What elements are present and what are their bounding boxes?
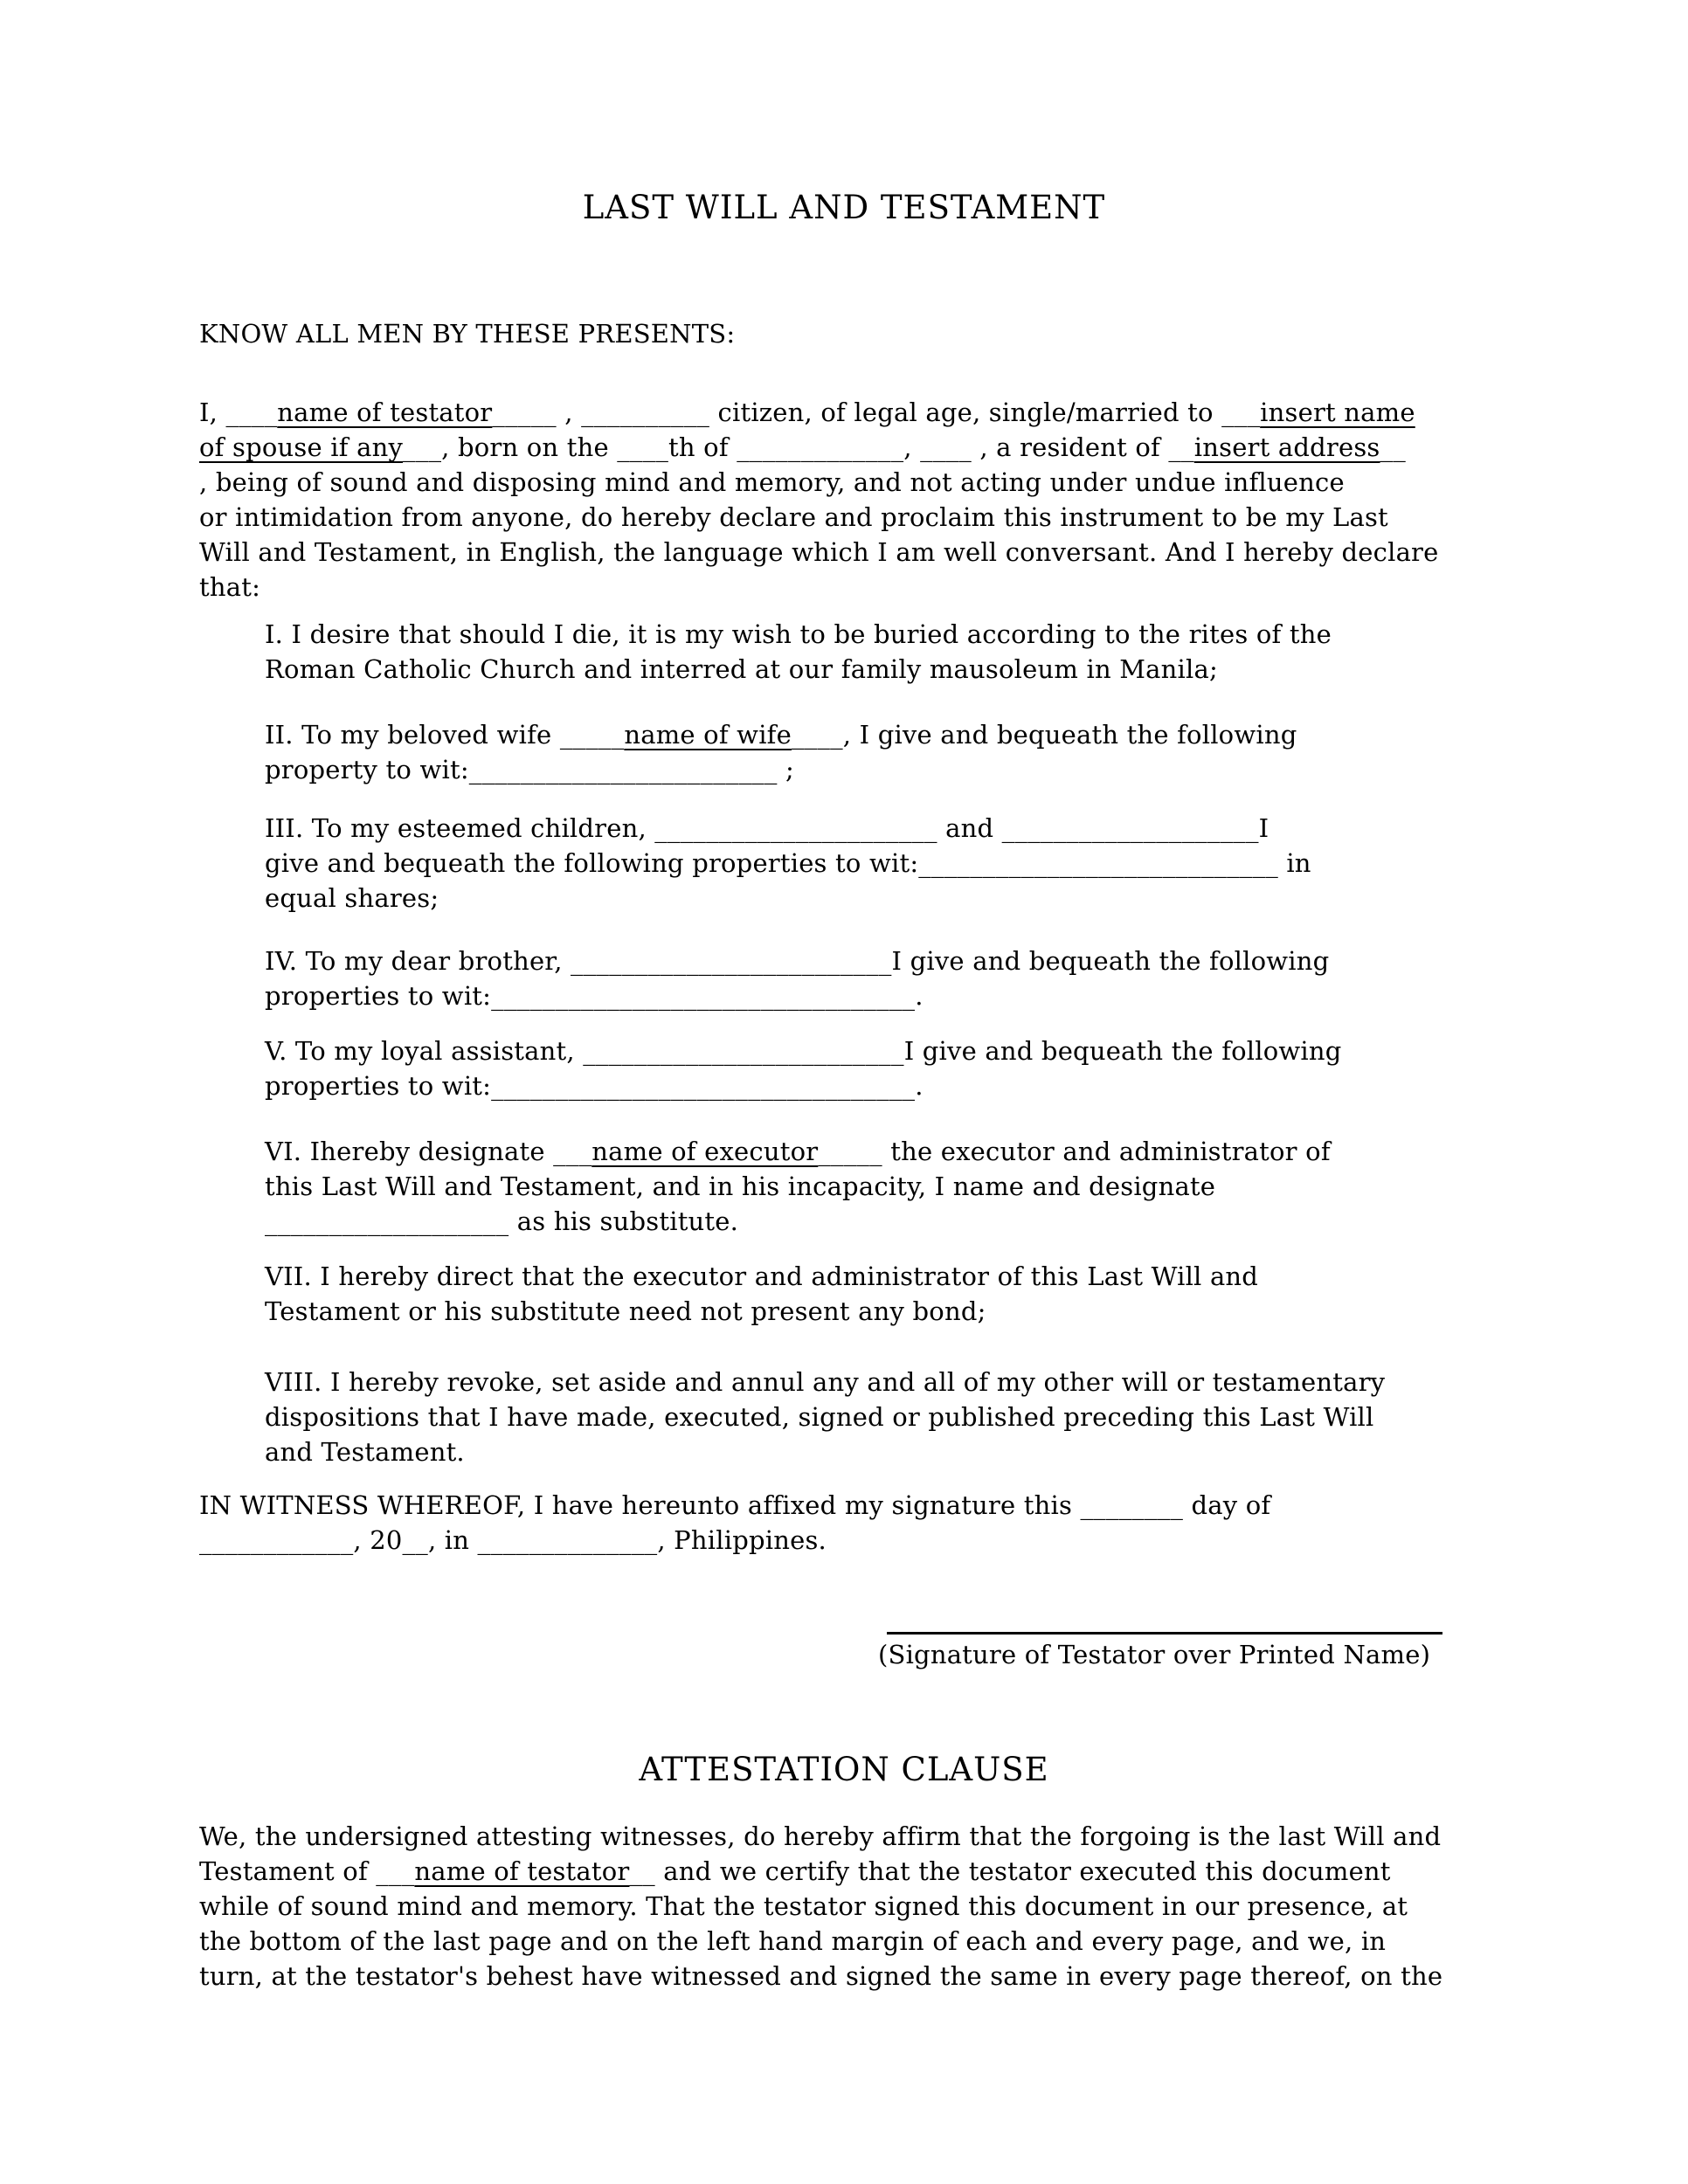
text-line: equal shares; <box>265 883 439 913</box>
text-line: this Last Will and Testament, and in his incapacity, I name and designate <box>265 1171 1216 1201</box>
text-line: VII. I hereby direct that the executor and administrator of this Last Will and <box>265 1261 1259 1291</box>
attestation-clause-heading: ATTESTATION CLAUSE <box>639 1751 1049 1788</box>
signature-caption: (Signature of Testator over Printed Name) <box>878 1640 1431 1669</box>
text-line: We, the undersigned attesting witnesses, do hereby affirm that the forgoing is the last Will and <box>199 1821 1442 1851</box>
text-line: IN WITNESS WHEREOF, I have hereunto affixed my signature this ________ day of <box>199 1490 1271 1520</box>
text-line: II. To my beloved wife _____name of wife____, I give and bequeath the following <box>265 720 1297 750</box>
clause-revocation <box>265 1365 1385 1469</box>
text-line: property to wit:________________________ ; <box>265 755 794 784</box>
text-line: KNOW ALL MEN BY THESE PRESENTS: <box>199 319 736 349</box>
text-line: ____________, 20__, in ______________, Philippines. <box>199 1525 827 1555</box>
text-line: Roman Catholic Church and interred at our family mausoleum in Manila; <box>265 654 1218 684</box>
text-line: Testament of ___name of testator__ and we certify that the testator executed this document <box>199 1856 1391 1886</box>
document-title: LAST WILL AND TESTAMENT <box>582 189 1106 226</box>
text-line: I, ____name of testator_____ , __________ citizen, of legal age, single/married to ___insert name <box>199 397 1415 427</box>
text-line: V. To my loyal assistant, _________________________I give and bequeath the following <box>265 1036 1342 1066</box>
clause-executor-designation <box>265 1134 1331 1239</box>
clause-children-bequest <box>265 811 1311 916</box>
signature-line <box>887 1632 1442 1635</box>
text-line: , being of sound and disposing mind and memory, and not acting under undue influence <box>199 467 1345 497</box>
clause-wife-bequest <box>265 717 1297 787</box>
text-line: IV. To my dear brother, _________________________I give and bequeath the following <box>265 946 1330 976</box>
text-line: Will and Testament, in English, the language which I am well conversant. And I hereby declare <box>199 537 1439 567</box>
clause-brother-bequest <box>265 943 1329 1013</box>
clause-no-bond <box>265 1259 1258 1329</box>
text-line: I. I desire that should I die, it is my wish to be buried according to the rites of the <box>265 619 1332 649</box>
salutation <box>199 316 735 351</box>
opening-paragraph <box>199 395 1439 605</box>
text-line: VIII. I hereby revoke, set aside and annul any and all of my other will or testamentary <box>265 1367 1386 1397</box>
text-line: or intimidation from anyone, do hereby declare and proclaim this instrument to be my Last <box>199 502 1388 532</box>
text-line: III. To my esteemed children, ______________________ and ____________________I <box>265 813 1269 843</box>
text-line: VI. Ihereby designate ___name of executor_____ the executor and administrator of <box>265 1137 1331 1166</box>
text-line: dispositions that I have made, executed, signed or published preceding this Last Will <box>265 1402 1374 1432</box>
text-line: of spouse if any___, born on the ____th of _____________, ____ , a resident of __insert address__ <box>199 432 1406 462</box>
text-line: while of sound mind and memory. That the testator signed this document in our presence, at <box>199 1891 1408 1921</box>
text-line: the bottom of the last page and on the left hand margin of each and every page, and we, in <box>199 1926 1387 1956</box>
text-line: and Testament. <box>265 1437 465 1467</box>
text-line: give and bequeath the following properties to wit:____________________________ in <box>265 848 1311 878</box>
text-line: turn, at the testator's behest have witnessed and signed the same in every page thereof, on the <box>199 1961 1443 1991</box>
clause-assistant-bequest <box>265 1033 1342 1103</box>
text-line: properties to wit:_________________________________. <box>265 1071 924 1101</box>
text-line: Testament or his substitute need not present any bond; <box>265 1296 986 1326</box>
text-line: ___________________ as his substitute. <box>265 1206 739 1236</box>
attestation-paragraph <box>199 1819 1442 1994</box>
text-line: that: <box>199 572 261 602</box>
witness-whereof-paragraph <box>199 1488 1270 1558</box>
text-line: properties to wit:_________________________________. <box>265 981 924 1011</box>
clause-burial <box>265 617 1332 687</box>
testator-signature-block <box>878 1607 1455 1672</box>
